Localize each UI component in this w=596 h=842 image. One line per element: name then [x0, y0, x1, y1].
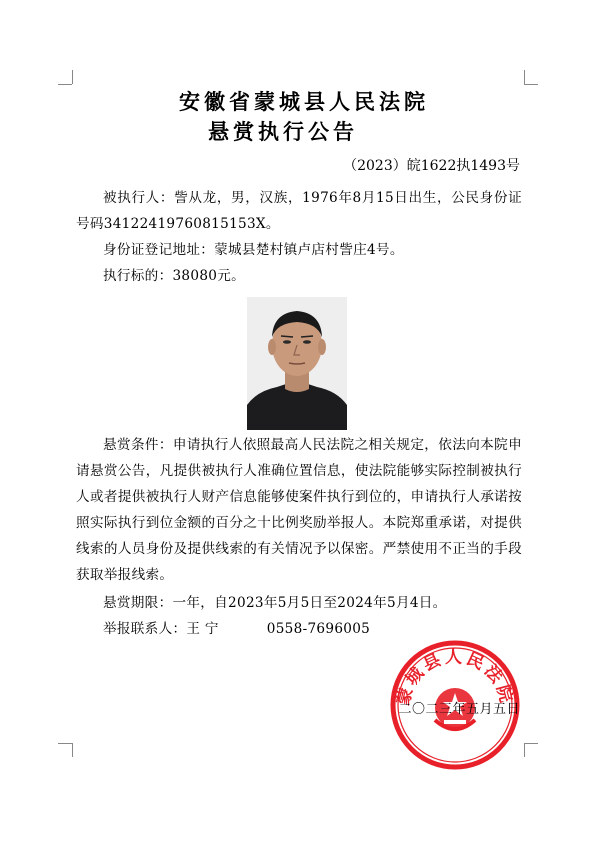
court-title: 安徽省蒙城县人民法院 — [179, 90, 429, 114]
crop-mark — [58, 743, 72, 744]
issue-date: 二〇二三年五月五日 — [398, 702, 520, 717]
crop-mark — [524, 70, 525, 84]
subject-info: 被执行人：訾从龙，男，汉族，1976年8月15日出生，公民身份证号码341224197608151​53X。 — [76, 190, 522, 232]
portrait-image — [247, 297, 347, 430]
crop-mark — [524, 743, 538, 744]
subject-photo — [247, 297, 347, 430]
crop-mark — [58, 84, 72, 85]
crop-mark — [524, 743, 525, 757]
notice-title: 悬赏执行公告 — [208, 120, 358, 144]
contact-person: 举报联系人：王 宁 — [103, 621, 219, 637]
crop-mark — [72, 743, 73, 757]
reward-conditions: 悬赏条件：申请执行人依照最高人民法院之相关规定，依法向本院申请悬赏公告，凡提供被执行人准确位置信息，使法院能够实际控制被执行人或者提供被执行人财产信息能够使案件执行到位的，申请执行人承诺按照实际执行到位金额的百分之十比例奖励举报人。本院郑重承诺，对提供线索的人员身份及提供线索的有关情况予以保密。严禁使用不正当的手段获取举报线索。 — [76, 437, 522, 583]
execution-amount: 执行标的：38080元。 — [103, 268, 245, 284]
reward-period: 悬赏期限：一年，自2023年5月5日至2024年5月4日。 — [103, 595, 447, 611]
contact-phone: 0558-7696005 — [266, 621, 371, 637]
subject-address: 身份证登记地址：蒙城县楚村镇卢店村訾庄4号。 — [103, 242, 404, 258]
crop-mark — [524, 84, 538, 85]
crop-mark — [72, 70, 73, 84]
seal-text: 蒙城县人民法院 — [393, 647, 517, 708]
case-number: （2023）皖1622执1493号 — [343, 158, 520, 174]
